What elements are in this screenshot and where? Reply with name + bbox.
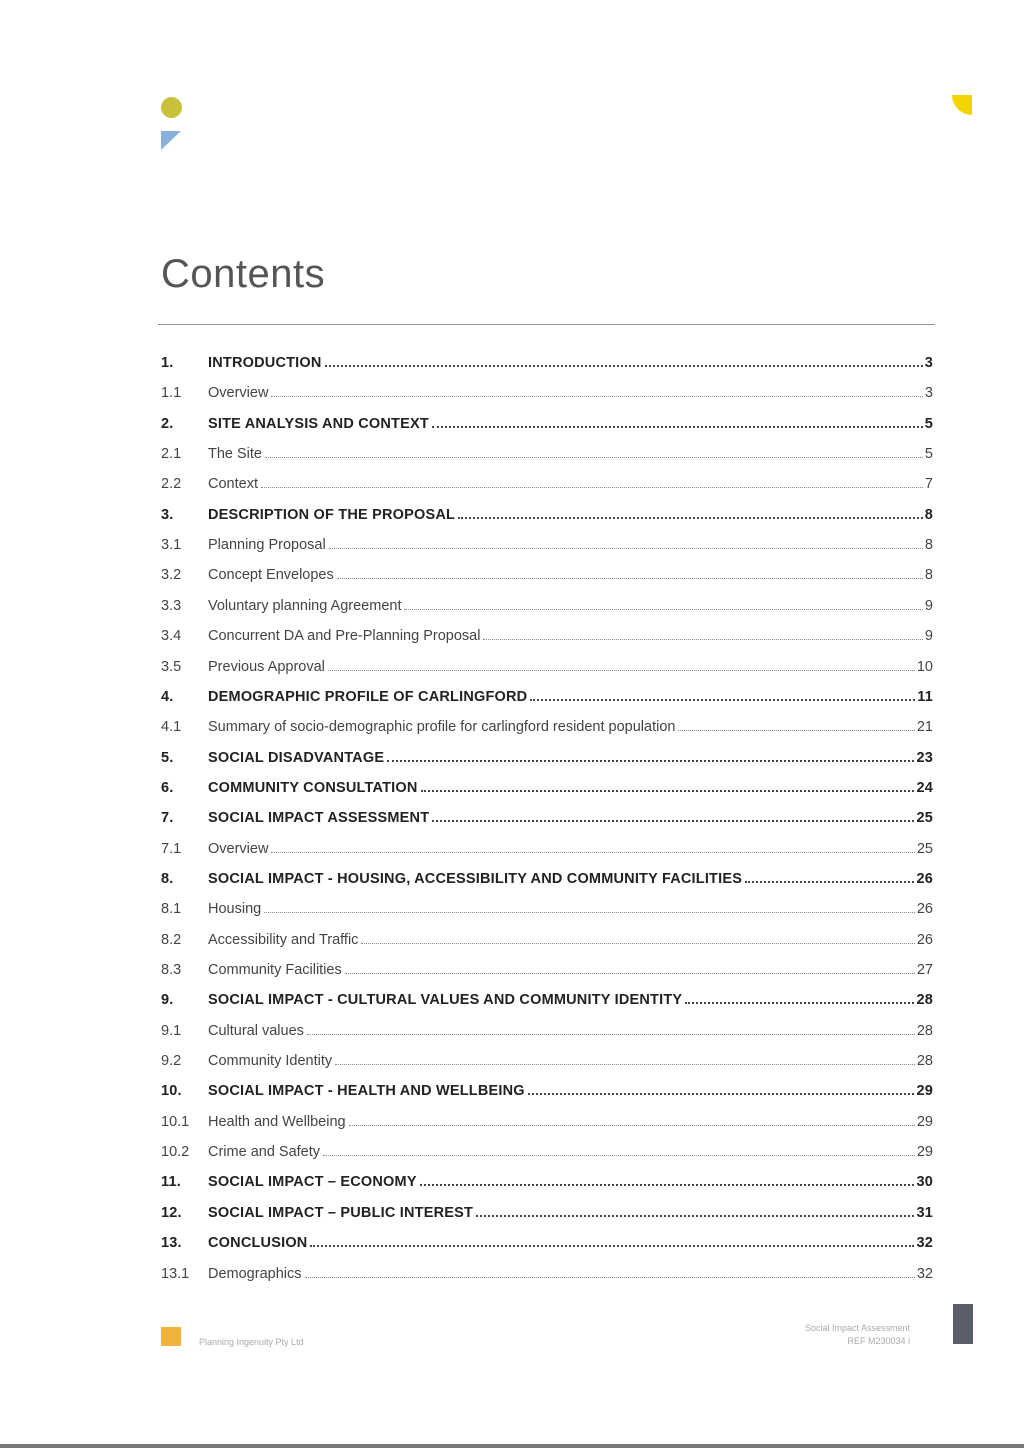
footer-document-info (760, 1322, 910, 1348)
toc-dot-leader (323, 1155, 915, 1156)
toc-entry-number: 8. (161, 871, 174, 887)
toc-entry (161, 1114, 933, 1136)
toc-entry (161, 962, 933, 984)
toc-entry-title: Crime and Safety (208, 1144, 321, 1160)
toc-entry-number: 7.1 (161, 841, 182, 857)
toc-entry (161, 780, 933, 802)
toc-entry-page: 10 (916, 659, 933, 675)
toc-entry-page: 7 (924, 476, 933, 492)
toc-entry (161, 567, 933, 589)
footer-doc-title: Social Impact Assessment (804, 1323, 910, 1333)
toc-entry-title: DEMOGRAPHIC PROFILE OF CARLINGFORD (208, 689, 528, 705)
toc-entry-page: 32 (916, 1235, 933, 1251)
toc-entry-number: 6. (161, 780, 174, 796)
toc-entry-number: 2.1 (161, 446, 182, 462)
footer-doc-ref: REF M230034 i (847, 1336, 910, 1346)
toc-entry-page: 30 (916, 1174, 933, 1190)
toc-entry-number: 5. (161, 750, 174, 766)
toc-entry (161, 1083, 933, 1105)
toc-dot-leader (305, 1277, 915, 1278)
toc-entry-page: 29 (916, 1144, 933, 1160)
toc-entry-title: Voluntary planning Agreement (208, 598, 402, 614)
toc-entry-page: 8 (924, 567, 933, 583)
toc-dot-leader (421, 790, 915, 792)
toc-entry-number: 13.1 (161, 1266, 190, 1282)
toc-entry-title: Cultural values (208, 1023, 304, 1039)
toc-entry (161, 841, 933, 863)
toc-entry-page: 9 (924, 598, 933, 614)
toc-entry-title: Overview (208, 385, 269, 401)
toc-entry-number: 9.1 (161, 1023, 182, 1039)
toc-entry-title: SITE ANALYSIS AND CONTEXT (208, 416, 429, 432)
toc-dot-leader (476, 1215, 914, 1217)
toc-entry-page: 28 (916, 992, 933, 1008)
toc-dot-leader (307, 1034, 915, 1035)
toc-entry-page: 25 (916, 841, 933, 857)
toc-dot-leader (265, 457, 923, 458)
toc-entry-page: 26 (916, 932, 933, 948)
toc-dot-leader (264, 912, 915, 913)
toc-entry-number: 4. (161, 689, 174, 705)
toc-entry-title: Context (208, 476, 258, 492)
toc-entry-number: 10.2 (161, 1144, 190, 1160)
toc-dot-leader (261, 487, 923, 488)
toc-entry (161, 932, 933, 954)
toc-entry-number: 12. (161, 1205, 182, 1221)
toc-entry-page: 26 (916, 871, 933, 887)
toc-entry (161, 871, 933, 893)
toc-dot-leader (271, 396, 922, 397)
toc-dot-leader (325, 365, 923, 367)
toc-entry-title: Community Identity (208, 1053, 333, 1069)
toc-entry-title: SOCIAL DISADVANTAGE (208, 750, 385, 766)
toc-entry (161, 1023, 933, 1045)
toc-entry-title: CONCLUSION (208, 1235, 308, 1251)
toc-entry-number: 2. (161, 416, 174, 432)
toc-entry-title: SOCIAL IMPACT - CULTURAL VALUES AND COMMUNITY IDENTITY (208, 992, 683, 1008)
toc-entry-page: 5 (924, 446, 933, 462)
toc-entry (161, 507, 933, 529)
toc-dot-leader (310, 1245, 914, 1247)
toc-entry-page: 11 (917, 689, 933, 705)
toc-dot-leader (530, 699, 915, 701)
toc-entry-title: SOCIAL IMPACT - HEALTH AND WELLBEING (208, 1083, 525, 1099)
decorative-circle-icon (161, 97, 182, 118)
toc-entry-page: 28 (916, 1023, 933, 1039)
toc-entry-title: SOCIAL IMPACT ASSESSMENT (208, 810, 430, 826)
toc-entry-number: 4.1 (161, 719, 182, 735)
toc-entry-number: 1. (161, 355, 174, 371)
toc-dot-leader (678, 730, 914, 731)
toc-entry-number: 9.2 (161, 1053, 182, 1069)
toc-dot-leader (458, 517, 923, 519)
toc-entry-title: Accessibility and Traffic (208, 932, 359, 948)
footer-tab-marker (953, 1304, 973, 1344)
toc-entry-page: 28 (916, 1053, 933, 1069)
toc-entry (161, 1053, 933, 1075)
toc-entry (161, 598, 933, 620)
toc-entry-number: 3.3 (161, 598, 182, 614)
toc-entry-title: COMMUNITY CONSULTATION (208, 780, 418, 796)
toc-entry (161, 810, 933, 832)
toc-dot-leader (432, 426, 923, 428)
toc-dot-leader (685, 1002, 914, 1004)
toc-entry (161, 1144, 933, 1166)
toc-entry-number: 3.5 (161, 659, 182, 675)
toc-dot-leader (404, 609, 922, 610)
footer-company: Planning Ingenuity Pty Ltd (199, 1337, 304, 1347)
toc-entry-title: The Site (208, 446, 262, 462)
toc-dot-leader (745, 881, 914, 883)
toc-entry-number: 10.1 (161, 1114, 190, 1130)
toc-entry-page: 9 (924, 628, 933, 644)
toc-entry (161, 537, 933, 559)
toc-entry (161, 628, 933, 650)
toc-entry-title: SOCIAL IMPACT – ECONOMY (208, 1174, 417, 1190)
page-title: Contents (161, 252, 326, 296)
toc-entry-title: Summary of socio-demographic profile for carlingford resident population (208, 719, 676, 735)
toc-entry-number: 3.1 (161, 537, 182, 553)
toc-entry (161, 719, 933, 741)
toc-entry-title: Concurrent DA and Pre-Planning Proposal (208, 628, 481, 644)
toc-entry-number: 13. (161, 1235, 182, 1251)
toc-entry (161, 446, 933, 468)
toc-entry-page: 29 (916, 1114, 933, 1130)
decorative-corner-icon (952, 95, 972, 115)
toc-entry-title: Overview (208, 841, 269, 857)
toc-dot-leader (271, 852, 914, 853)
title-divider (158, 324, 935, 325)
toc-entry-page: 26 (916, 901, 933, 917)
toc-entry (161, 1266, 933, 1288)
toc-entry (161, 1205, 933, 1227)
toc-entry-page: 23 (916, 750, 933, 766)
toc-entry-number: 3.2 (161, 567, 182, 583)
toc-entry-title: Health and Wellbeing (208, 1114, 346, 1130)
toc-entry-page: 31 (916, 1205, 933, 1221)
toc-entry-page: 8 (924, 507, 933, 523)
toc-dot-leader (528, 1093, 915, 1095)
toc-entry-page: 25 (916, 810, 933, 826)
toc-entry (161, 659, 933, 681)
toc-entry-page: 5 (924, 416, 933, 432)
toc-entry-page: 3 (924, 385, 933, 401)
toc-entry (161, 992, 933, 1014)
toc-entry-title: Planning Proposal (208, 537, 326, 553)
toc-entry-number: 11. (161, 1174, 181, 1190)
toc-entry-title: DESCRIPTION OF THE PROPOSAL (208, 507, 456, 523)
toc-entry-title: Concept Envelopes (208, 567, 334, 583)
toc-entry-number: 9. (161, 992, 174, 1008)
toc-entry-page: 3 (924, 355, 933, 371)
toc-entry-number: 8.1 (161, 901, 182, 917)
toc-entry-page: 8 (924, 537, 933, 553)
toc-entry-title: Housing (208, 901, 262, 917)
toc-entry-page: 24 (916, 780, 933, 796)
toc-entry-page: 32 (916, 1266, 933, 1282)
toc-entry (161, 355, 933, 377)
toc-entry-number: 3. (161, 507, 174, 523)
toc-dot-leader (329, 548, 923, 549)
toc-dot-leader (432, 820, 914, 822)
toc-entry-title: Demographics (208, 1266, 302, 1282)
toc-entry (161, 1174, 933, 1196)
scan-bottom-edge (0, 1444, 1024, 1448)
toc-entry-title: SOCIAL IMPACT – PUBLIC INTEREST (208, 1205, 474, 1221)
toc-entry-page: 27 (916, 962, 933, 978)
toc-entry (161, 689, 933, 711)
toc-entry (161, 385, 933, 407)
toc-entry-page: 29 (916, 1083, 933, 1099)
toc-dot-leader (420, 1184, 915, 1186)
toc-entry-number: 8.2 (161, 932, 182, 948)
toc-entry-title: Previous Approval (208, 659, 325, 675)
toc-entry-number: 3.4 (161, 628, 182, 644)
toc-entry (161, 1235, 933, 1257)
toc-entry-title: SOCIAL IMPACT - HOUSING, ACCESSIBILITY AND COMMUNITY FACILITIES (208, 871, 743, 887)
toc-entry-number: 10. (161, 1083, 182, 1099)
toc-dot-leader (335, 1064, 915, 1065)
toc-entry-title: INTRODUCTION (208, 355, 322, 371)
toc-entry (161, 416, 933, 438)
toc-entry (161, 750, 933, 772)
toc-dot-leader (387, 760, 914, 762)
decorative-triangle-icon (161, 131, 181, 150)
toc-dot-leader (345, 973, 915, 974)
footer-logo-square-icon (161, 1327, 181, 1346)
toc-dot-leader (349, 1125, 915, 1126)
toc-entry (161, 901, 933, 923)
toc-dot-leader (328, 670, 915, 671)
toc-entry (161, 476, 933, 498)
toc-entry-page: 21 (916, 719, 933, 735)
toc-entry-number: 7. (161, 810, 174, 826)
toc-entry-number: 1.1 (161, 385, 182, 401)
toc-dot-leader (361, 943, 914, 944)
toc-entry-number: 2.2 (161, 476, 182, 492)
toc-dot-leader (483, 639, 922, 640)
toc-dot-leader (337, 578, 923, 579)
toc-entry-title: Community Facilities (208, 962, 342, 978)
toc-entry-number: 8.3 (161, 962, 182, 978)
